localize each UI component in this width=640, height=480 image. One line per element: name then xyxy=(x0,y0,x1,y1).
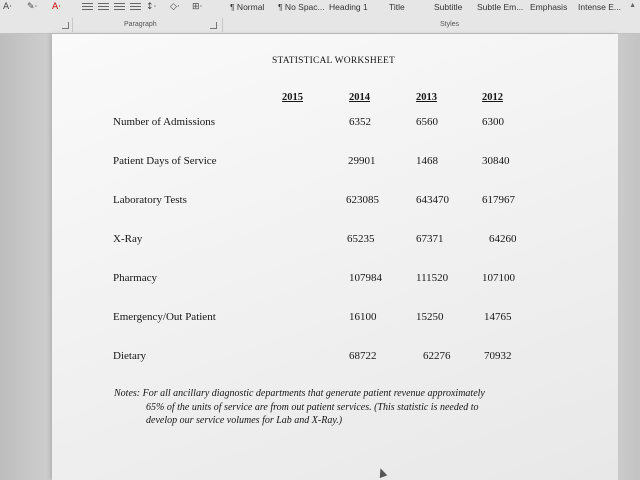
style-title[interactable]: Title xyxy=(389,2,405,12)
style-subtle-emphasis[interactable]: Subtle Em... xyxy=(477,2,524,12)
cell-admissions-2014: 6352 xyxy=(349,116,371,128)
cell-lab-tests-2013: 643470 xyxy=(416,194,449,206)
cell-pharmacy-2014: 107984 xyxy=(349,272,382,284)
cell-admissions-2013: 6560 xyxy=(416,116,438,128)
cell-x-ray-2014: 65235 xyxy=(347,233,375,245)
justify-icon[interactable] xyxy=(130,3,141,12)
row-label-dietary: Dietary xyxy=(113,350,146,362)
group-separator xyxy=(222,18,223,32)
style-no-spacing[interactable]: ¶ No Spac... xyxy=(278,2,325,12)
cell-patient-days-2014: 29901 xyxy=(348,155,376,167)
cell-admissions-2012: 6300 xyxy=(482,116,504,128)
notes-paragraph xyxy=(114,387,554,428)
cell-emergency-2013: 15250 xyxy=(416,311,444,323)
year-header-2015: 2015 xyxy=(282,92,303,103)
cell-lab-tests-2012: 617967 xyxy=(482,194,515,206)
style-intense-emphasis[interactable]: Intense E... xyxy=(578,2,621,12)
cell-dietary-2013: 62276 xyxy=(423,350,451,362)
style-heading-1[interactable]: Heading 1 xyxy=(329,2,368,12)
row-label-patient-days: Patient Days of Service xyxy=(113,155,217,167)
row-label-pharmacy: Pharmacy xyxy=(113,272,157,284)
cell-x-ray-2012: 64260 xyxy=(489,233,517,245)
line-spacing-icon[interactable]: ↕· xyxy=(146,2,157,12)
font-color-icon[interactable]: A· xyxy=(52,2,62,12)
style-subtitle[interactable]: Subtitle xyxy=(434,2,463,12)
cell-x-ray-2013: 67371 xyxy=(416,233,444,245)
worksheet-title: STATISTICAL WORKSHEET xyxy=(272,56,395,66)
notes-line-2: 65% of the units of service are from out patient services. (This statistic is needed to xyxy=(146,401,479,413)
align-right-icon[interactable] xyxy=(114,3,125,12)
document-page[interactable] xyxy=(52,34,618,480)
cell-emergency-2012: 14765 xyxy=(484,311,512,323)
shading-icon[interactable]: ◇· xyxy=(170,2,180,12)
cell-emergency-2014: 16100 xyxy=(349,311,377,323)
row-label-x-ray: X-Ray xyxy=(113,233,143,245)
year-header-2012: 2012 xyxy=(482,92,503,103)
style-normal[interactable]: ¶ Normal xyxy=(230,2,265,12)
text-effects-icon[interactable]: A· xyxy=(3,2,13,12)
cell-dietary-2014: 68722 xyxy=(349,350,377,362)
highlight-color-icon[interactable]: ✎· xyxy=(27,2,38,12)
align-left-icon[interactable] xyxy=(82,3,93,12)
font-dialog-launcher-icon[interactable] xyxy=(62,22,69,29)
ribbon xyxy=(0,0,640,34)
notes-line-3: develop our service volumes for Lab and X-Ray.) xyxy=(146,415,343,426)
paragraph-group-label: Paragraph xyxy=(124,21,157,28)
cell-pharmacy-2013: 111520 xyxy=(416,272,449,284)
cell-patient-days-2013: 1468 xyxy=(416,155,438,167)
cell-lab-tests-2014: 623085 xyxy=(346,194,379,206)
styles-gallery xyxy=(225,0,640,16)
group-separator xyxy=(72,18,73,32)
style-emphasis[interactable]: Emphasis xyxy=(530,2,568,12)
align-center-icon[interactable] xyxy=(98,3,109,12)
ribbon-tools xyxy=(0,0,230,16)
paragraph-dialog-launcher-icon[interactable] xyxy=(210,22,217,29)
notes-line-1: Notes: For all ancillary diagnostic departments that generate patient revenue approximately xyxy=(114,388,485,399)
row-label-emergency-out-patient: Emergency/Out Patient xyxy=(113,311,216,323)
row-label-admissions: Number of Admissions xyxy=(113,116,216,128)
cell-dietary-2012: 70932 xyxy=(484,350,512,362)
year-header-2013: 2013 xyxy=(416,92,437,103)
cell-patient-days-2012: 30840 xyxy=(482,155,510,167)
row-label-laboratory-tests: Laboratory Tests xyxy=(113,194,187,206)
gallery-scroll-up-icon[interactable]: ▲ xyxy=(629,2,636,9)
borders-icon[interactable]: ⊞· xyxy=(192,2,203,12)
year-header-2014: 2014 xyxy=(349,92,370,103)
styles-group-label: Styles xyxy=(440,21,460,28)
cell-pharmacy-2012: 107100 xyxy=(482,272,515,284)
